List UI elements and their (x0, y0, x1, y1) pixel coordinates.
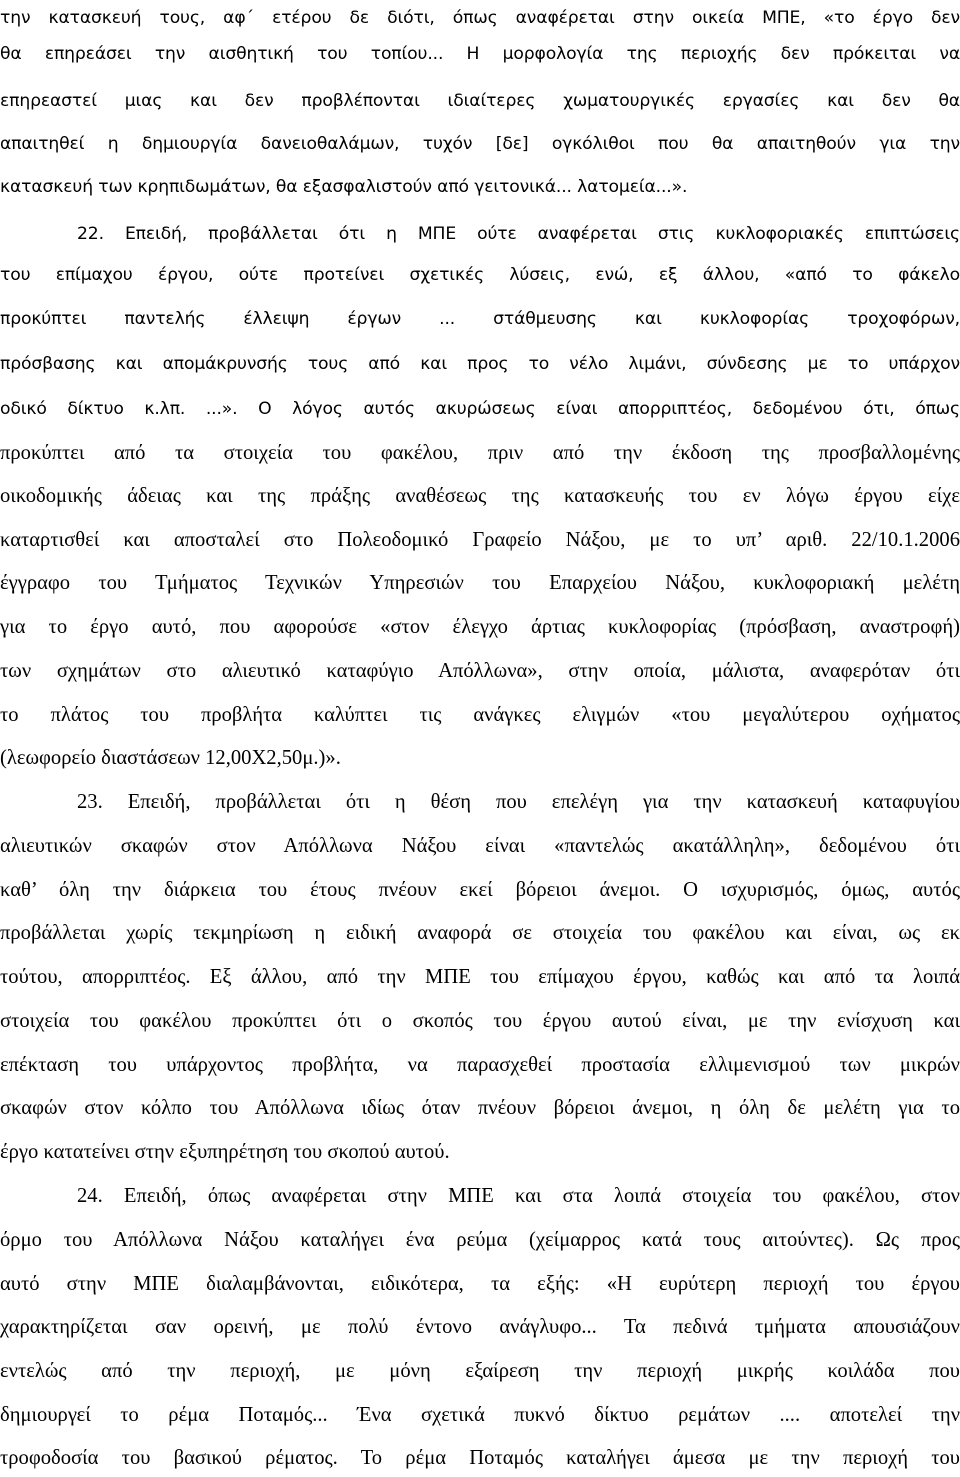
text-line: προβάλλεται χωρίς τεκμηρίωση η ειδική αναφορά σε στοιχεία του φακέλου και είναι, ως εκ (0, 922, 960, 944)
text-line: προκύπτει παντελής έλλειψη έργων ... στάθμευσης και κυκλοφορίας τροχοφόρων, (0, 309, 960, 329)
text-line: επέκταση του υπάρχοντος προβλήτα, να παρασχεθεί προστασία ελλιμενισμού των μικρών (0, 1054, 960, 1076)
text-line: οικοδομικής άδειας και της πράξης αναθέσεως της κατασκευής του εν λόγω έργου είχε (0, 485, 960, 507)
text-line: για το έργο αυτό, που αφορούσε «στον έλεγχο άρτιας κυκλοφορίας (πρόσβαση, αναστροφή) (0, 616, 960, 638)
text-line: οδικό δίκτυο κ.λπ. ...». Ο λόγος αυτός ακυρώσεως είναι απορριπτέος, δεδομένου ότι, όπως (0, 399, 960, 419)
text-line: στοιχεία του φακέλου προκύπτει ότι ο σκοπός του έργου αυτού είναι, με την ενίσχυση και (0, 1010, 960, 1032)
text-line: καθ’ όλη την διάρκεια του έτους πνέουν εκεί βόρειοι άνεμοι. Ο ισχυρισμός, όμως, αυτός (0, 879, 960, 901)
paragraph-22-first-line: 22. Επειδή, προβάλλεται ότι η ΜΠΕ ούτε αναφέρεται στις κυκλοφοριακές επιπτώσεις (77, 224, 960, 244)
text-line: χαρακτηρίζεται σαν ορεινή, με πολύ έντονο ανάγλυφο... Τα πεδινά τμήματα απουσιάζουν (0, 1316, 960, 1338)
text-line: σκαφών στον κόλπο του Απόλλωνα ιδίως όταν πνέουν βόρειοι άνεμοι, η όλη δε μελέτη για το (0, 1097, 960, 1119)
text-line: όρμο του Απόλλωνα Νάξου καταλήγει ένα ρεύμα (χείμαρρος κατά τους αιτούντες). Ως προς (0, 1229, 960, 1251)
paragraph-24-first-line: 24. Επειδή, όπως αναφέρεται στην ΜΠΕ και στα λοιπά στοιχεία του φακέλου, στον (77, 1185, 960, 1207)
text-line: έργο κατατείνει στην εξυπηρέτηση του σκοπού αυτού. (0, 1141, 450, 1163)
text-line: το πλάτος του προβλήτα καλύπτει τις ανάγκες ελιγμών «του μεγαλύτερου οχήματος (0, 704, 960, 726)
text-line: θα επηρεάσει την αισθητική του τοπίου... Η μορφολογία της περιοχής δεν πρόκειται να (0, 44, 960, 64)
text-line: καταρτισθεί και αποσταλεί στο Πολεοδομικό Γραφείο Νάξου, με το υπ’ αριθ. 22/10.1.2006 (0, 529, 960, 551)
text-line: επηρεαστεί μιας και δεν προβλέπονται ιδιαίτερες χωματουργικές εργασίες και δεν θα (0, 91, 960, 111)
text-line: τούτου, απορριπτέος. Εξ άλλου, από την ΜΠΕ του επίμαχου έργου, καθώς και από τα λοιπά (0, 966, 960, 988)
text-line: την κατασκευή τους, αφ΄ ετέρου δε διότι, όπως αναφέρεται στην οικεία ΜΠΕ, «το έργο δεν (0, 8, 960, 28)
text-line: (λεωφορείο διαστάσεων 12,00Χ2,50μ.)». (0, 747, 341, 769)
text-line: των σχημάτων στο αλιευτικό καταφύγιο Απόλλωνα», στην οποία, μάλιστα, αναφερόταν ότι (0, 660, 960, 682)
text-line: πρόσβασης και απομάκρυνσής τους από και προς το νέλο λιμάνι, σύνδεσης με το υπάρχον (0, 354, 960, 374)
text-line: απαιτηθεί η δημιουργία δανειοθαλάμων, τυχόν [δε] ογκόλιθοι που θα απαιτηθούν για την (0, 134, 960, 154)
paragraph-23-first-line: 23. Επειδή, προβάλλεται ότι η θέση που επελέγη για την κατασκευή καταφυγίου (77, 791, 960, 813)
text-line: τροφοδοσία του βασικού ρέματος. Το ρέμα Ποταμός καταλήγει άμεσα με την περιοχή του (0, 1447, 960, 1469)
text-line: δημιουργεί το ρέμα Ποταμός... Ένα σχετικά πυκνό δίκτυο ρεμάτων .... αποτελεί την (0, 1404, 960, 1426)
text-line: εντελώς από την περιοχή, με μόνη εξαίρεση την περιοχή μικρής κοιλάδα που (0, 1360, 960, 1382)
text-line: αυτό στην ΜΠΕ διαλαμβάνονται, ειδικότερα, τα εξής: «Η ευρύτερη περιοχή του έργου (0, 1273, 960, 1295)
text-line: προκύπτει από τα στοιχεία του φακέλου, πριν από την έκδοση της προσβαλλομένης (0, 442, 960, 464)
text-line: αλιευτικών σκαφών στον Απόλλωνα Νάξου είναι «παντελώς ακατάλληλη», δεδομένου ότι (0, 835, 960, 857)
text-line: του επίμαχου έργου, ούτε προτείνει σχετικές λύσεις, ενώ, εξ άλλου, «από το φάκελο (0, 265, 960, 285)
text-line: κατασκευή των κρηπιδωμάτων, θα εξασφαλιστούν από γειτονικά... λατομεία...». (0, 177, 688, 197)
text-line: έγγραφο του Τμήματος Τεχνικών Υπηρεσιών του Επαρχείου Νάξου, κυκλοφοριακή μελέτη (0, 572, 960, 594)
